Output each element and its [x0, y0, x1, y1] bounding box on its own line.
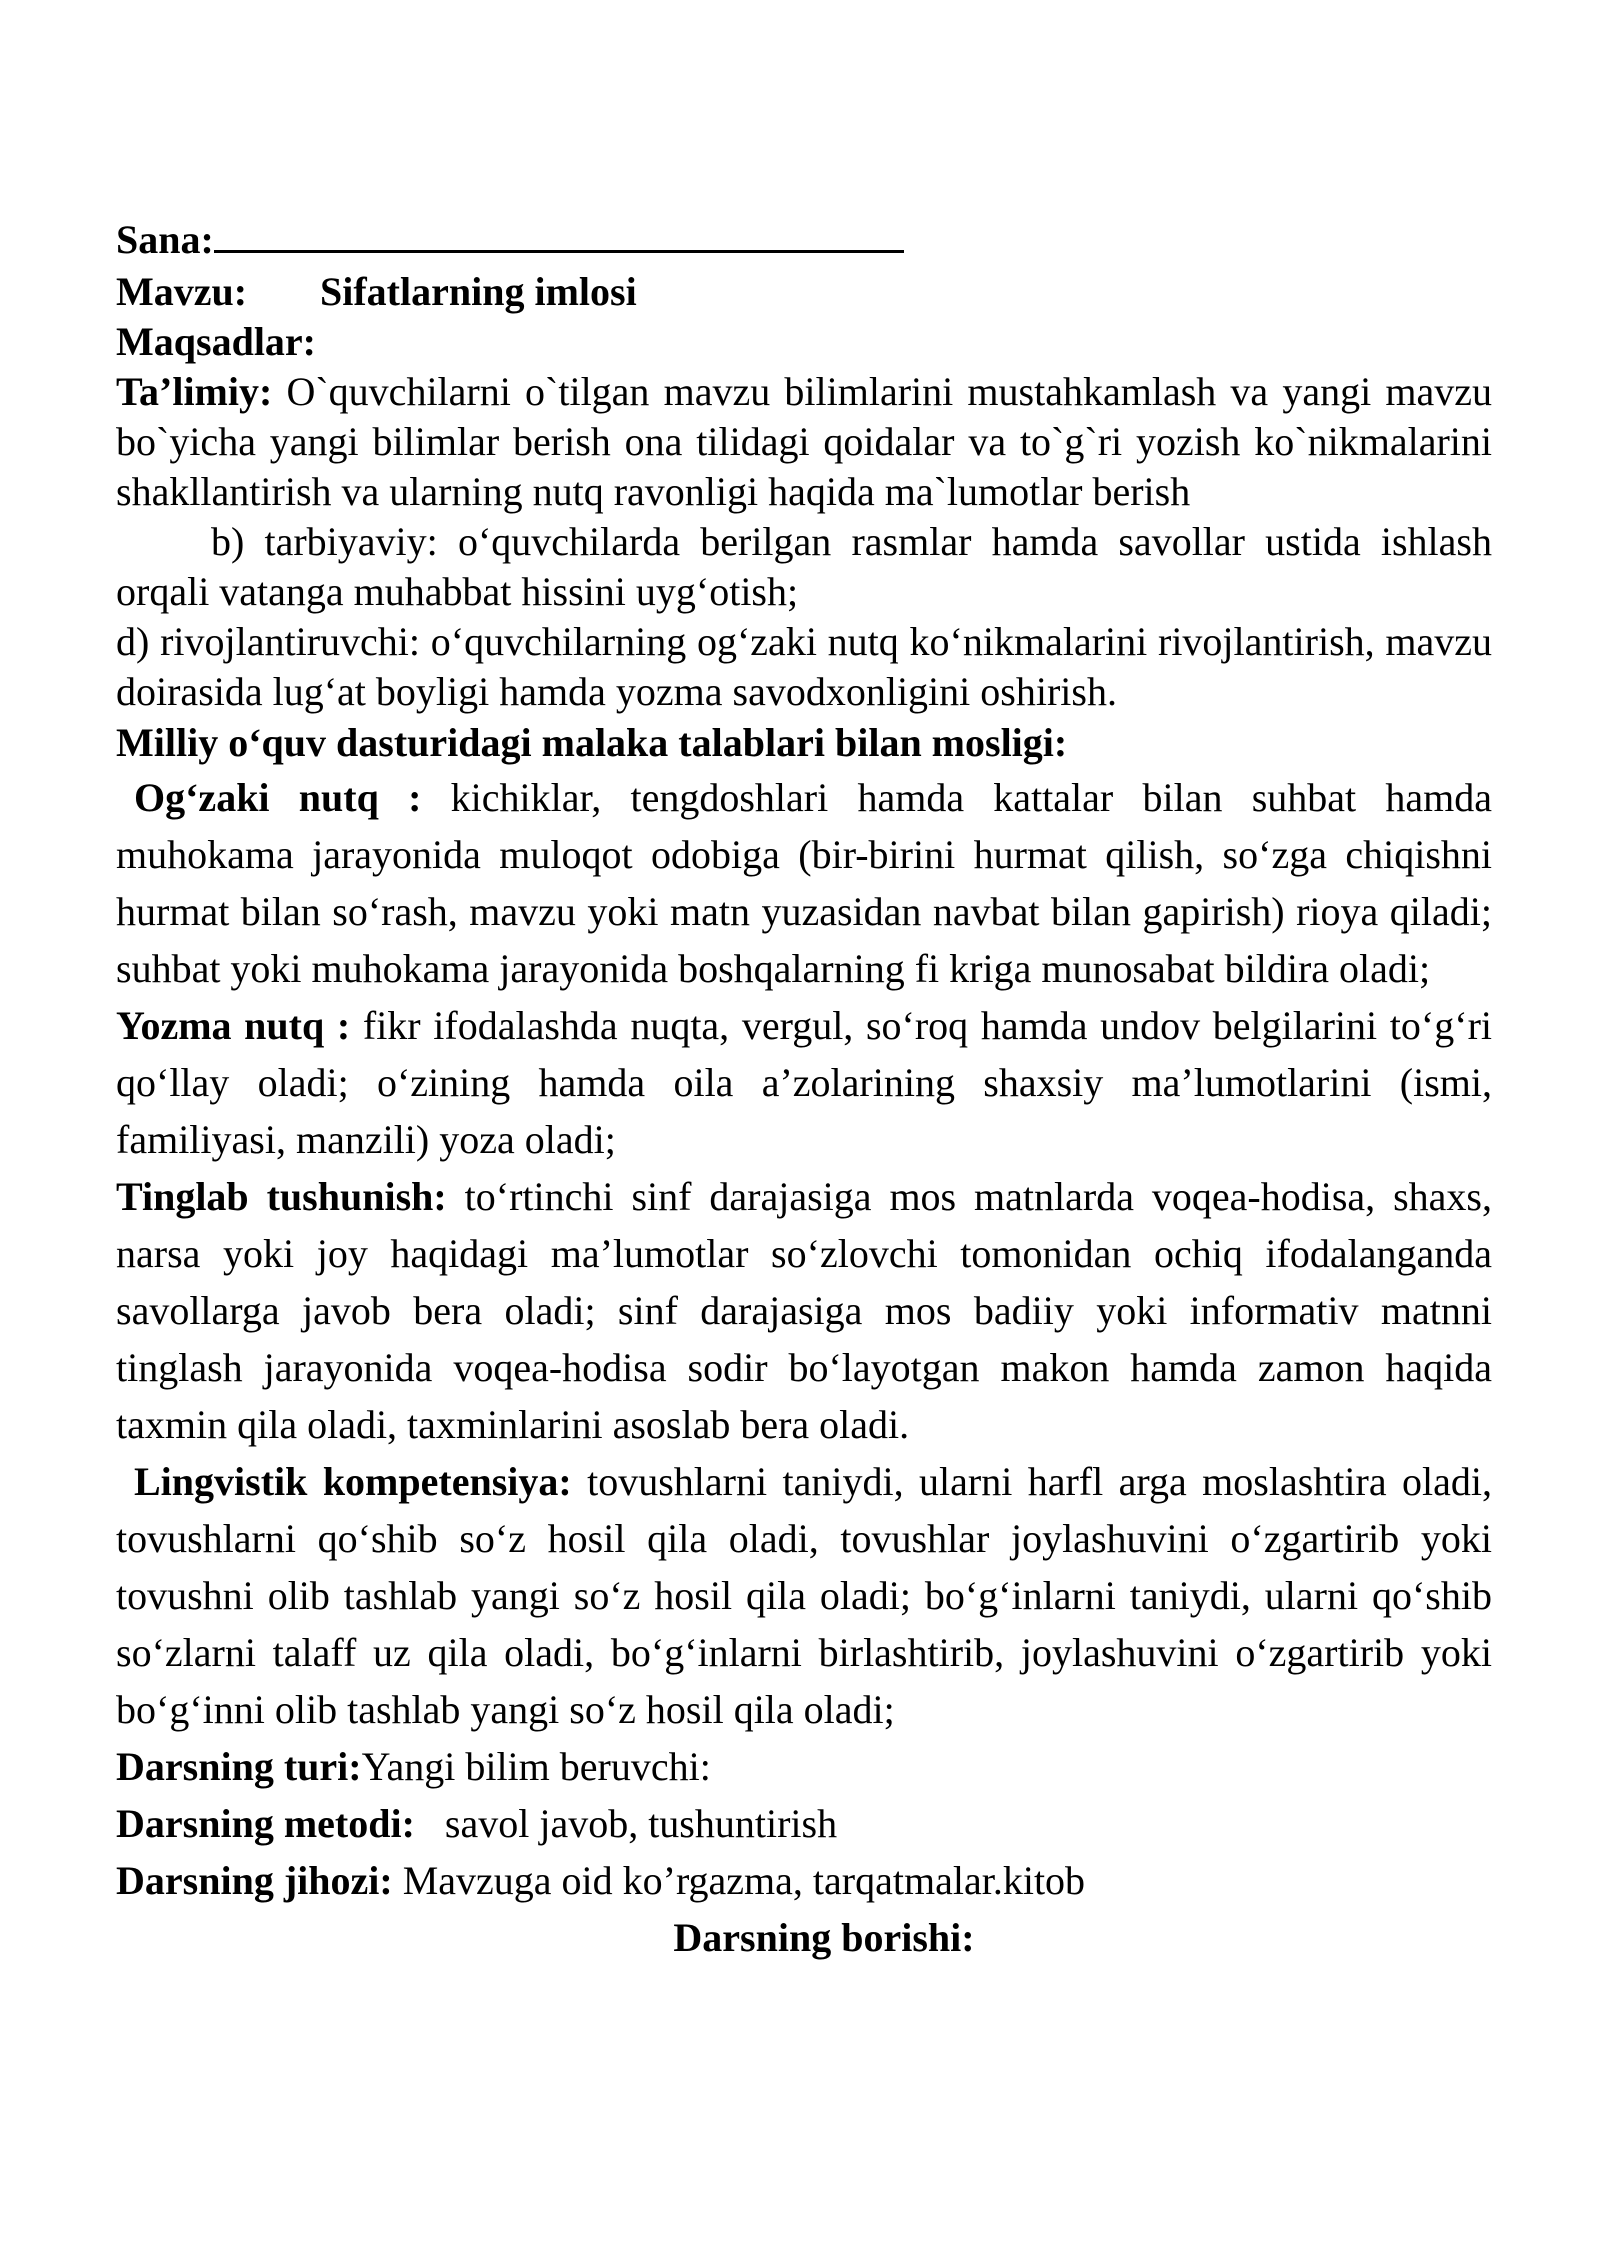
oral-speech-section [116, 769, 1492, 997]
lesson-equipment-value: Mavzuga oid ko’rgazma, tarqatmalar.kitob [392, 1858, 1086, 1903]
written-speech-text: fikr ifodalashda nuqta, vergul, so‘roq hamda undov belgilarini to‘g‘ri qo‘llay oladi; o‘zining hamda oila a’zolarining shaxsiy ma’lumotlarini (ismi, familiyasi, manzili) yoza oladi; [116, 1003, 1492, 1162]
lesson-equipment-label: Darsning jihozi: [116, 1858, 393, 1903]
linguistic-label: Lingvistik kompetensiya: [134, 1459, 572, 1504]
lesson-type-value: Yangi bilim beruvchi: [361, 1744, 711, 1789]
topic-value: Sifatlarning imlosi [320, 269, 637, 314]
lesson-progress-heading: Darsning borishi: [673, 1915, 975, 1960]
educational-goal [116, 367, 1492, 517]
upbringing-goal: b) tarbiyaviy: o‘quvchilarda berilgan rasmlar hamda savollar ustida ishlash orqali vatanga muhabbat hissini uyg‘otish; [116, 519, 1492, 614]
lesson-plan-page [116, 212, 1492, 1966]
lesson-method-line [116, 1795, 1492, 1852]
topic-label: Mavzu: [116, 269, 248, 314]
educational-goal-label: Ta’limiy: [116, 369, 273, 414]
linguistic-text: tovushlarni taniydi, ularni harfl arga moslashtira oladi, tovushlarni qo‘shib so‘z hosil qila oladi, tovushlar joylashuvini o‘zgartirib yoki tovushni olib tashlab yangi so‘z hosil qila oladi; bo‘g‘inlarni taniydi, ularni qo‘shib so‘zlarni talaff uz qila oladi, bo‘g‘inlarni birlashtirib, joylashuvini o‘zgartirib yoki bo‘g‘inni olib tashlab yangi so‘z hosil qila oladi; [116, 1459, 1492, 1732]
written-speech-section [116, 997, 1492, 1168]
lesson-type-line [116, 1738, 1492, 1795]
educational-goal-text: O`quvchilarni o`tilgan mavzu bilimlarini mustahkamlash va yangi mavzu bo`yicha yangi bilimlar berish ona tilidagi qoidalar va to`g`ri yozish ko`nikmalarini shakllantirish va ularning nutq ravonligi haqida ma`lumotlar berish [116, 369, 1492, 514]
date-line [116, 212, 1492, 265]
developmental-goal: d) rivojlantiruvchi: o‘quvchilarning og‘zaki nutq ko‘nikmalarini rivojlantirish, mavzu doirasida lug‘at boyligi hamda yozma savodxonligini oshirish. [116, 619, 1492, 714]
topic-line [116, 267, 1492, 317]
written-speech-label: Yozma nutq : [116, 1003, 351, 1048]
goals-heading: Maqsadlar: [116, 319, 316, 364]
listening-section [116, 1168, 1492, 1453]
lesson-type-label: Darsning turi: [116, 1744, 362, 1789]
date-label: Sana: [116, 217, 214, 262]
lesson-method-label: Darsning metodi: [116, 1801, 415, 1846]
linguistic-section [116, 1453, 1492, 1738]
oral-speech-text: kichiklar, tengdoshlari hamda kattalar bilan suhbat hamda muhokama jarayonida muloqot odobiga (bir-birini hurmat qilish, so‘zga chiqishni hurmat bilan so‘rash, mavzu yoki matn yuzasidan navbat bilan gapirish) rioya qiladi; suhbat yoki muhokama jarayonida boshqalarning fi kriga munosabat bildira oladi; [116, 775, 1492, 991]
date-blank-field [214, 212, 904, 253]
standards-heading: Milliy o‘quv dasturidagi malaka talablari bilan mosligi: [116, 720, 1068, 765]
listening-label: Tinglab tushunish: [116, 1174, 447, 1219]
oral-speech-label: Og‘zaki nutq : [134, 775, 422, 820]
listening-text: to‘rtinchi sinf darajasiga mos matnlarda voqea-hodisa, shaxs, narsa yoki joy haqidagi ma’lumotlar so‘zlovchi tomonidan ochiq ifodalanganda savollarga javob bera oladi; sinf darajasiga mos badiiy yoki informativ matnni tinglash jarayonida voqea-hodisa sodir bo‘layotgan makon hamda zamon haqida taxmin qila oladi, taxminlarini asoslab bera oladi. [116, 1174, 1492, 1447]
lesson-equipment-line [116, 1852, 1492, 1909]
lesson-method-value: savol javob, tushuntirish [414, 1801, 838, 1846]
